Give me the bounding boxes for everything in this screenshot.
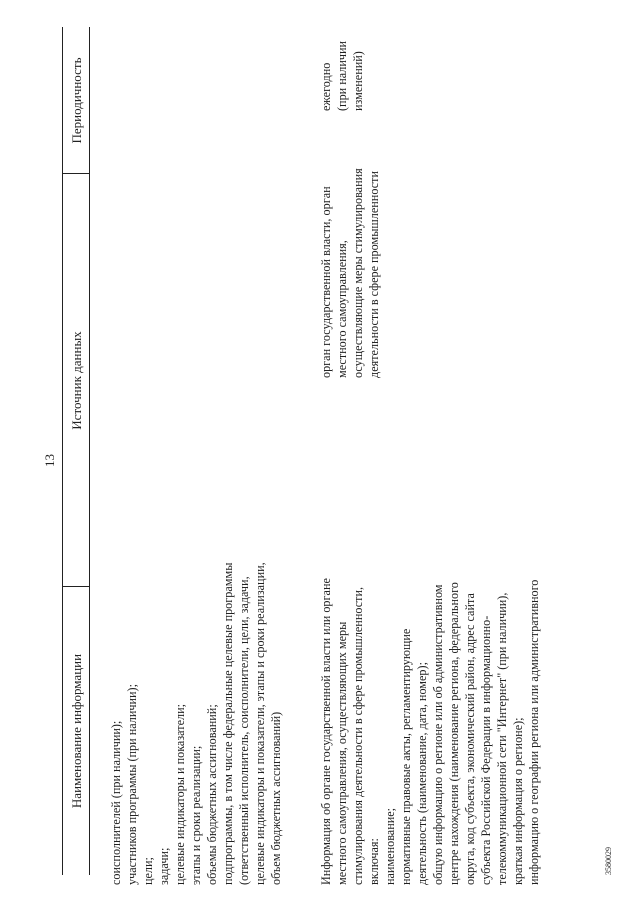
row1-name-cell: соисполнителей (при наличии); участников программы (при наличии); цели; задачи; целевые индикаторы и показатели; этапы и сроки реализации; объемы бюджетных ассигнований; подпрограммы, в том числе федеральные целевые программы (ответственный исполнитель, соисполнители, цели, задачи, целевые индикаторы и показатели, этапы и сроки реализации, объем бюджетных ассигнований) bbox=[109, 562, 283, 885]
table-top-rule bbox=[62, 27, 63, 875]
page-number: 13 bbox=[42, 454, 57, 467]
row2-source-cell: орган государственной власти, орган местного самоуправления, осуществляющие меры стимулирования деятельности в сфере промышленности bbox=[319, 168, 381, 378]
header-name: Наименование информации bbox=[69, 653, 84, 809]
header-source: Источник данных bbox=[69, 331, 84, 430]
row2-name-cell: Информация об органе государственной власти или органе местного самоуправления, осуществляющих меры стимулирования деятельности в сфере промышленности, включая: наименование; нормативные правовые акты, регламентирующие деятельность (наименование, дата, номер); общую информацию о регионе или об административном центре нахождения (наименование региона, федерального округа, код субъекта, экономический район, адрес сайта субъекта Российской Федерации в информационно- телекоммуникационной сети "Интернет" (при наличии), краткая информация о регионе); информацию о географии региона или административного bbox=[319, 578, 541, 885]
header-bottom-rule bbox=[89, 27, 90, 875]
document-id: 3580029 bbox=[604, 847, 613, 875]
row2-period-cell: ежегодно (при наличии изменений) bbox=[319, 40, 365, 111]
header-period: Периодичность bbox=[69, 57, 84, 144]
